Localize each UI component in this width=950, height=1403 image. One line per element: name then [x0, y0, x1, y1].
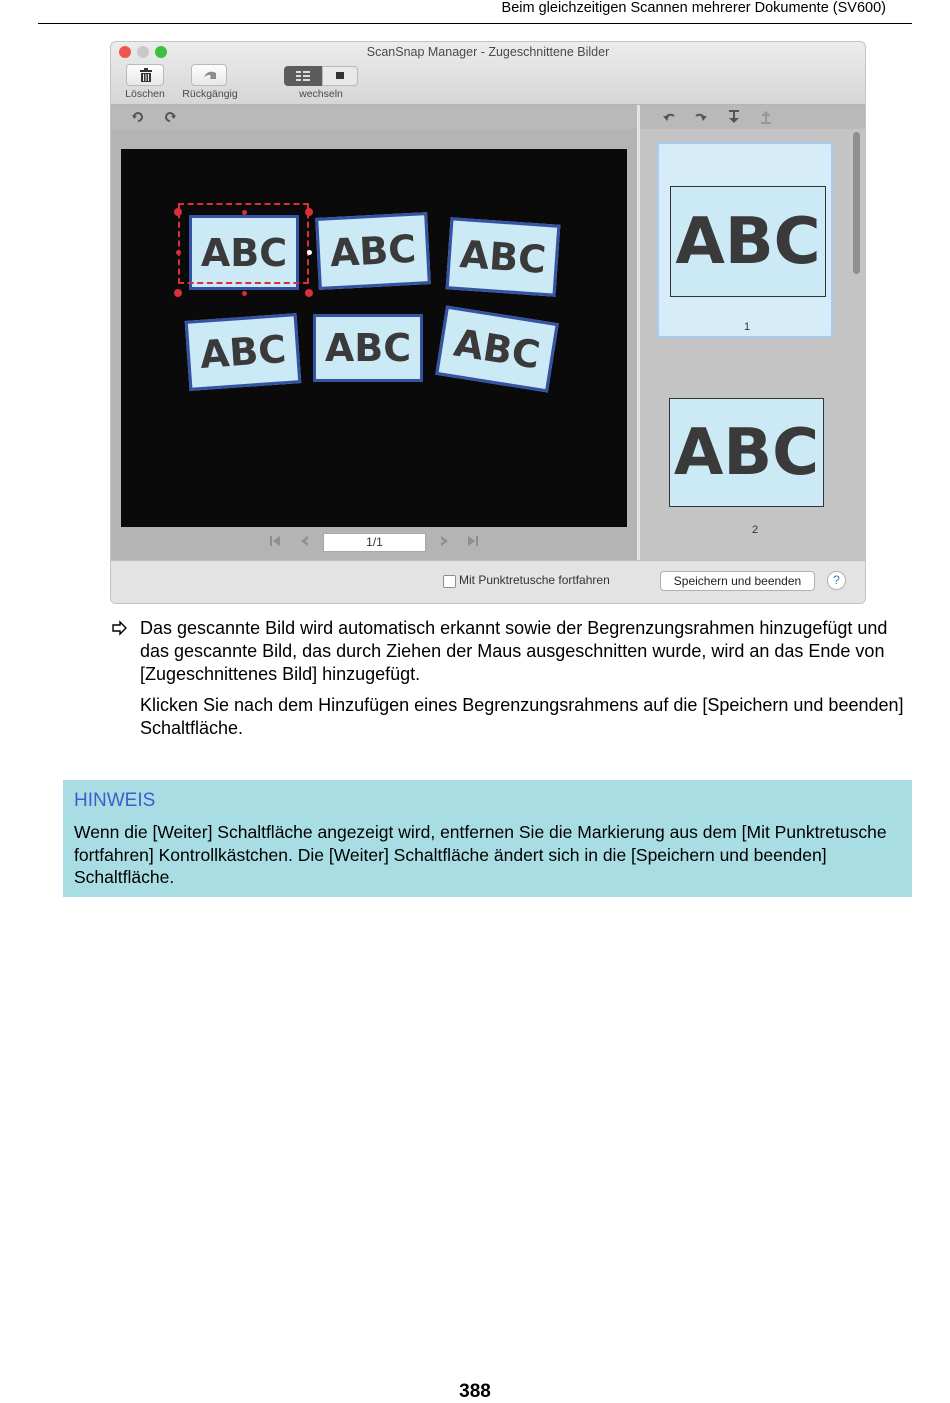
next-page-icon[interactable]: [438, 534, 452, 548]
move-up-icon[interactable]: [759, 109, 773, 125]
single-view-icon: [323, 67, 357, 85]
bounding-frame-handle[interactable]: [242, 210, 247, 215]
thumbnail-scrollbar[interactable]: [853, 132, 860, 274]
previous-page-icon[interactable]: [297, 534, 311, 548]
detected-document[interactable]: ABC: [185, 313, 302, 391]
undo-icon: [192, 65, 228, 85]
switch-single-view-button[interactable]: [322, 66, 358, 86]
page-indicator-field[interactable]: 1/1: [323, 533, 426, 552]
switch-label: wechseln: [299, 88, 343, 100]
thumbnail-image: ABC: [670, 186, 826, 297]
thumbnail-image: ABC: [669, 398, 824, 507]
bounding-frame-handle[interactable]: [242, 291, 247, 296]
detected-document[interactable]: ABC: [313, 314, 423, 382]
bounding-frame-handle[interactable]: [176, 250, 181, 255]
instruction-paragraph: Klicken Sie nach dem Hinzufügen eines Begrenzungsrahmens auf die [Speichern und beenden] Schaltfläche.: [140, 695, 904, 738]
rotate-left-icon[interactable]: [131, 110, 145, 124]
running-header: Beim gleichzeitigen Scannen mehrerer Dokumente (SV600): [501, 0, 886, 16]
bounding-frame-handle[interactable]: [307, 250, 312, 255]
last-page-icon[interactable]: [466, 534, 480, 548]
detected-document[interactable]: ABC: [435, 306, 559, 393]
trash-icon: [127, 65, 165, 85]
thumbnail-number: 2: [751, 524, 759, 536]
header-rule: [38, 23, 912, 24]
save-and-finish-button[interactable]: Speichern und beenden: [660, 571, 815, 591]
move-down-icon[interactable]: [727, 109, 741, 125]
scan-preview-panel: [111, 129, 637, 560]
rotate-cw-icon[interactable]: [694, 110, 708, 124]
right-panel-toolbar: [640, 105, 865, 129]
spot-retouch-label[interactable]: Mit Punktretusche fortfahren: [459, 573, 610, 587]
hint-text: Wenn die [Weiter] Schaltfläche angezeigt wird, entfernen Sie die Markierung aus dem [Mit Punktretusche fortfahren] Kontrollkästchen. Die [Weiter] Schaltfläche ändert sich in die [Speichern und beenden] Schaltfläche.: [74, 822, 887, 887]
delete-label: Löschen: [125, 88, 165, 100]
arrow-bullet-icon: [111, 620, 129, 636]
bounding-frame[interactable]: [178, 203, 309, 284]
window-footer: [111, 560, 865, 603]
undo-label: Rückgängig: [182, 88, 238, 100]
cropped-images-panel: [640, 129, 865, 560]
thumbnail-selected[interactable]: [657, 142, 833, 338]
detected-document[interactable]: ABC: [446, 217, 561, 296]
rotate-ccw-icon[interactable]: [662, 110, 676, 124]
bounding-frame-handle[interactable]: [305, 208, 313, 216]
help-button[interactable]: ?: [827, 571, 846, 590]
thumbnail[interactable]: [657, 394, 833, 564]
scanned-image-canvas[interactable]: [121, 149, 627, 527]
thumbnail-number: 1: [743, 321, 751, 333]
bounding-frame-handle[interactable]: [305, 289, 313, 297]
bounding-frame-handle[interactable]: [174, 208, 182, 216]
scansnap-window: [111, 42, 865, 603]
bounding-frame-handle[interactable]: [174, 289, 182, 297]
split-view-icon: [284, 66, 322, 86]
hint-title: HINWEIS: [74, 790, 156, 811]
page-number: 388: [459, 1381, 491, 1402]
spot-retouch-checkbox[interactable]: [443, 575, 456, 588]
switch-split-view-button[interactable]: [284, 66, 322, 86]
first-page-icon[interactable]: [268, 534, 282, 548]
delete-button[interactable]: [126, 64, 164, 86]
window-title: ScanSnap Manager - Zugeschnittene Bilder: [366, 45, 610, 59]
left-panel-toolbar: [111, 105, 637, 129]
undo-button[interactable]: [191, 64, 227, 86]
window-titlebar: [111, 42, 865, 105]
detected-document[interactable]: ABC: [189, 215, 299, 290]
hint-box: [63, 780, 912, 897]
rotate-right-icon[interactable]: [163, 110, 177, 124]
detected-document[interactable]: ABC: [315, 212, 431, 290]
result-paragraph: Das gescannte Bild wird automatisch erkannt sowie der Begrenzungsrahmen hinzugefügt und das gescannte Bild, das durch Ziehen der Maus ausgeschnitten wurde, wird an das Ende von [Zugeschnittenes Bild] hinzugefügt.: [140, 618, 888, 684]
